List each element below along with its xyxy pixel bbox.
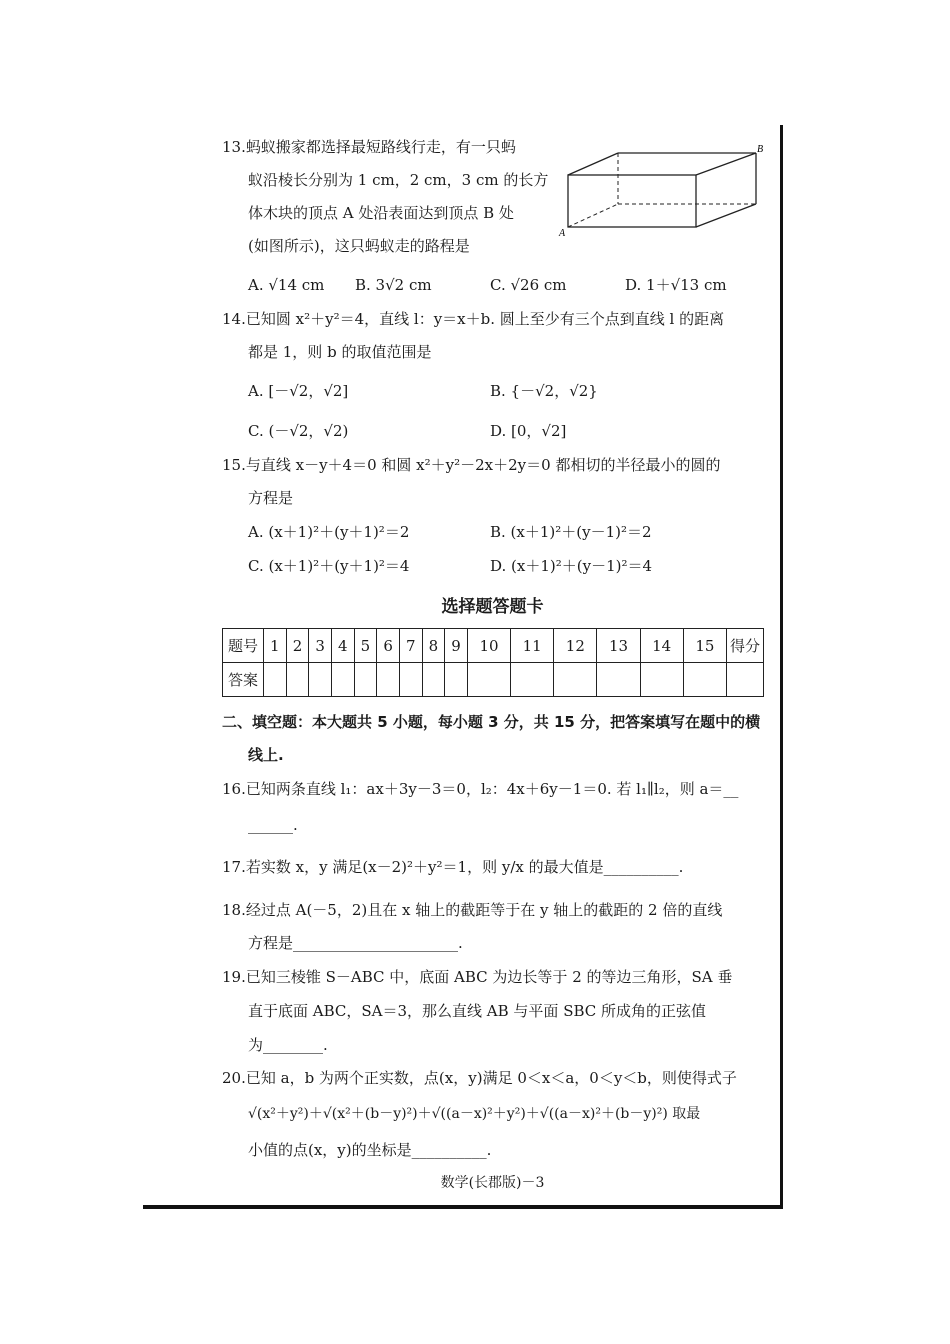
answer-cell (597, 663, 640, 697)
section-2-line-1: 二、填空题：本大题共 5 小题，每小题 3 分，共 15 分，把答案填写在题中的横 (222, 713, 761, 731)
answer-label: 答案 (223, 663, 264, 697)
header-cell: 9 (445, 629, 468, 663)
q14-line-2: 都是 1，则 b 的取值范围是 (248, 343, 432, 361)
q19-line-2: 直于底面 ABC，SA＝3，那么直线 AB 与平面 SBC 所成角的正弦值 (248, 1002, 707, 1020)
header-cell: 11 (511, 629, 554, 663)
q15-line-2: 方程是 (248, 489, 294, 507)
answer-cell (554, 663, 597, 697)
q18-line-1: 18.经过点 A(－5，2)且在 x 轴上的截距等于在 y 轴上的截距的 2 倍的直线 (222, 901, 723, 919)
q18-line-2: 方程是______________________. (248, 934, 463, 952)
header-cell: 7 (399, 629, 422, 663)
header-cell: 2 (286, 629, 309, 663)
q17-line: 17.若实数 x，y 满足(x－2)²＋y²＝1，则 y/x 的最大值是__________. (222, 858, 684, 876)
q14-option-a: A. [－√2，√2] (248, 382, 349, 400)
answer-cell (467, 663, 510, 697)
q19-line-3: 为________. (248, 1036, 328, 1054)
header-cell: 1 (264, 629, 287, 663)
q15-option-d: D. (x＋1)²＋(y－1)²＝4 (490, 557, 653, 575)
q13-option-c: C. √26 cm (490, 276, 567, 294)
q16-line-2: ______. (248, 816, 298, 834)
q19-line-1: 19.已知三棱锥 S－ABC 中，底面 ABC 为边长等于 2 的等边三角形，SA 垂 (222, 968, 733, 986)
page-right-border (780, 125, 783, 1207)
q15-option-c: C. (x＋1)²＋(y＋1)²＝4 (248, 557, 410, 575)
answer-cell (422, 663, 445, 697)
q14-option-d: D. [0，√2] (490, 422, 567, 440)
header-cell: 5 (354, 629, 377, 663)
answer-cell (683, 663, 726, 697)
q13-line-2: 蚁沿棱长分别为 1 cm，2 cm，3 cm 的长方 (248, 171, 549, 189)
header-cell: 得分 (727, 629, 764, 663)
cuboid-hidden-edge (568, 204, 618, 227)
header-cell: 6 (377, 629, 400, 663)
answer-card-header-row (223, 629, 764, 663)
header-cell: 14 (640, 629, 683, 663)
q14-option-c: C. (－√2，√2) (248, 422, 349, 440)
header-cell: 题号 (223, 629, 264, 663)
header-cell: 3 (309, 629, 332, 663)
q20-line-3: 小值的点(x，y)的坐标是__________. (248, 1141, 492, 1159)
page-footer: 数学(长郡版)－3 (440, 1175, 545, 1191)
header-cell: 8 (422, 629, 445, 663)
header-cell: 4 (331, 629, 354, 663)
q13-option-d: D. 1＋√13 cm (625, 276, 727, 294)
cuboid-front-face (568, 175, 696, 227)
header-cell: 12 (554, 629, 597, 663)
q15-option-b: B. (x＋1)²＋(y－1)²＝2 (490, 523, 652, 541)
cuboid-edge (696, 204, 756, 227)
q13-line-3: 体木块的顶点 A 处沿表面达到顶点 B 处 (248, 204, 514, 222)
answer-cell (354, 663, 377, 697)
answer-card-title: 选择题答题卡 (441, 597, 544, 617)
header-cell: 13 (597, 629, 640, 663)
q15-line-1: 15.与直线 x－y＋4＝0 和圆 x²＋y²－2x＋2y＝0 都相切的半径最小的圆的 (222, 456, 721, 474)
section-2-line-2: 线上. (248, 746, 284, 764)
vertex-label-b: B (757, 144, 764, 155)
q13-option-b: B. 3√2 cm (355, 276, 432, 294)
answer-cell (727, 663, 764, 697)
answer-cell (377, 663, 400, 697)
answer-cell (309, 663, 332, 697)
q16-line-1: 16.已知两条直线 l₁：ax＋3y－3＝0，l₂：4x＋6y－1＝0. 若 l₁∥l₂，则 a＝__ (222, 780, 739, 798)
q20-line-1: 20.已知 a，b 为两个正实数，点(x，y)满足 0＜x＜a，0＜y＜b，则使得式子 (222, 1069, 737, 1087)
cuboid-edge (568, 153, 618, 175)
header-cell: 10 (467, 629, 510, 663)
answer-card-table (222, 628, 764, 697)
cuboid-figure (556, 140, 768, 240)
vertex-label-a: A (559, 228, 566, 239)
cuboid-edge (696, 153, 756, 175)
answer-cell (264, 663, 287, 697)
answer-cell (286, 663, 309, 697)
answer-card-answer-row (223, 663, 764, 697)
q13-option-a: A. √14 cm (248, 276, 325, 294)
q20-line-2: √(x²＋y²)＋√(x²＋(b－y)²)＋√((a－x)²＋y²)＋√((a－x)²＋(b－y)²) 取最 (248, 1106, 701, 1122)
answer-cell (511, 663, 554, 697)
q15-option-a: A. (x＋1)²＋(y＋1)²＝2 (248, 523, 410, 541)
answer-cell (445, 663, 468, 697)
answer-cell (331, 663, 354, 697)
answer-cell (399, 663, 422, 697)
answer-cell (640, 663, 683, 697)
q13-line-4: (如图所示)，这只蚂蚁走的路程是 (248, 237, 470, 255)
q13-line-1: 13.蚂蚁搬家都选择最短路线行走，有一只蚂 (222, 138, 516, 156)
q14-option-b: B. {－√2，√2} (490, 382, 598, 400)
q14-line-1: 14.已知圆 x²＋y²＝4，直线 l：y＝x＋b. 圆上至少有三个点到直线 l 的距离 (222, 310, 725, 328)
page-bottom-border (143, 1205, 783, 1209)
header-cell: 15 (683, 629, 726, 663)
